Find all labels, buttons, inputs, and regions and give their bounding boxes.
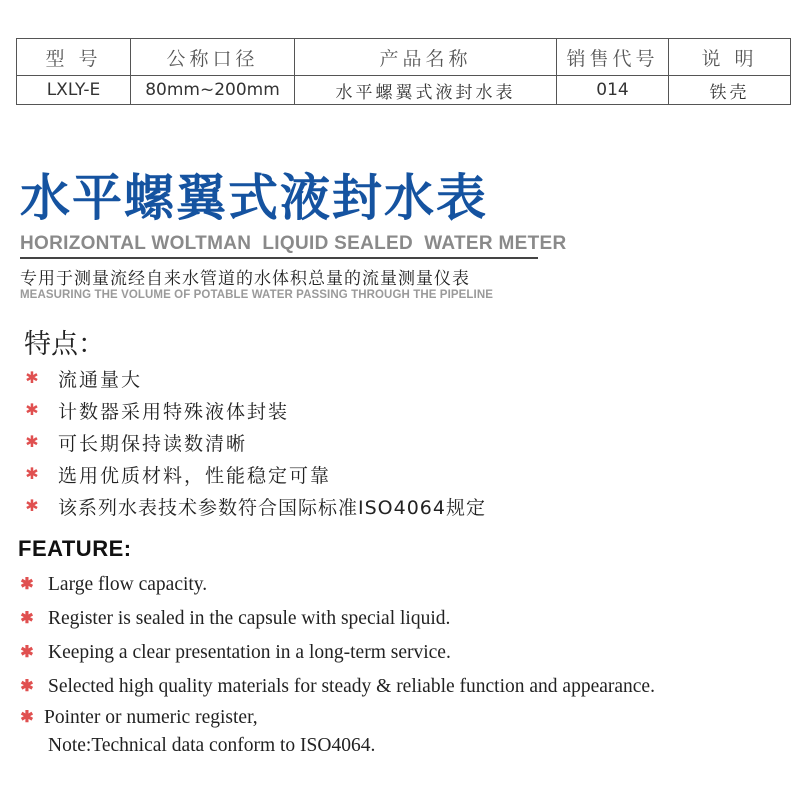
list-item-text: Pointer or numeric register, — [44, 707, 258, 728]
cell-description: 铁壳 — [669, 76, 791, 105]
asterisk-bullet-icon: ✱ — [25, 464, 41, 483]
cell-sales-code: 014 — [557, 76, 669, 105]
cell-nominal-diameter: 80mm~200mm — [131, 76, 295, 105]
header-description: 说 明 — [669, 39, 791, 76]
spec-table-row — [17, 76, 791, 105]
list-item — [18, 636, 655, 670]
list-item — [24, 458, 486, 490]
list-item-text: Selected high quality materials for steady & reliable function and appearance. — [48, 676, 655, 697]
features-en-heading: FEATURE: — [18, 536, 132, 561]
features-en-list — [18, 568, 655, 760]
asterisk-bullet-icon: ✱ — [25, 400, 41, 419]
asterisk-bullet-icon: ✱ — [20, 644, 34, 661]
list-item-line — [18, 704, 258, 732]
list-item-text: 选用优质材料，性能稳定可靠 — [58, 464, 332, 487]
subtitle-cn: 专用于测量流经自来水管道的水体积总量的流量测量仪表 — [20, 269, 470, 289]
title-divider — [20, 257, 538, 259]
list-item-text: Register is sealed in the capsule with special liquid. — [48, 608, 451, 629]
spec-table — [16, 38, 791, 105]
list-item-text: Keeping a clear presentation in a long-term service. — [48, 642, 451, 663]
cell-product-name: 水平螺翼式液封水表 — [295, 76, 557, 105]
header-nominal-diameter: 公称口径 — [131, 39, 295, 76]
list-item-text: 可长期保持读数清晰 — [58, 432, 248, 455]
list-item — [18, 568, 655, 602]
features-cn-heading: 特点： — [24, 329, 105, 360]
list-item — [24, 490, 486, 522]
asterisk-bullet-icon: ✱ — [25, 368, 41, 387]
cell-model: LXLY-E — [17, 76, 131, 105]
page-title-en: HORIZONTAL WOLTMAN LIQUID SEALED WATER METER — [20, 233, 567, 254]
asterisk-bullet-icon: ✱ — [20, 709, 34, 726]
list-item — [18, 704, 655, 760]
header-product-name: 产品名称 — [295, 39, 557, 76]
list-item-text: 该系列水表技术参数符合国际标准ISO4064规定 — [58, 496, 486, 519]
asterisk-bullet-icon: ✱ — [20, 678, 34, 695]
header-model: 型 号 — [17, 39, 131, 76]
list-item-note: Note:Technical data conform to ISO4064. — [48, 735, 376, 756]
subtitle-en: MEASURING THE VOLUME OF POTABLE WATER PASSING THROUGH THE PIPELINE — [20, 289, 494, 301]
list-item-text: Large flow capacity. — [48, 574, 208, 595]
list-item — [24, 362, 486, 394]
features-cn-list — [24, 362, 486, 522]
asterisk-bullet-icon: ✱ — [20, 576, 34, 593]
list-item — [18, 670, 655, 704]
asterisk-bullet-icon: ✱ — [25, 496, 41, 515]
spec-table-header-row — [17, 39, 791, 76]
header-sales-code: 销售代号 — [557, 39, 669, 76]
list-item-text: 计数器采用特殊液体封装 — [58, 400, 290, 423]
asterisk-bullet-icon: ✱ — [20, 610, 34, 627]
page-title-cn: 水平螺翼式液封水表 — [20, 168, 488, 227]
list-item — [24, 426, 486, 458]
list-item — [18, 602, 655, 636]
list-item — [24, 394, 486, 426]
list-item-text: 流通量大 — [58, 368, 143, 391]
asterisk-bullet-icon: ✱ — [25, 432, 41, 451]
